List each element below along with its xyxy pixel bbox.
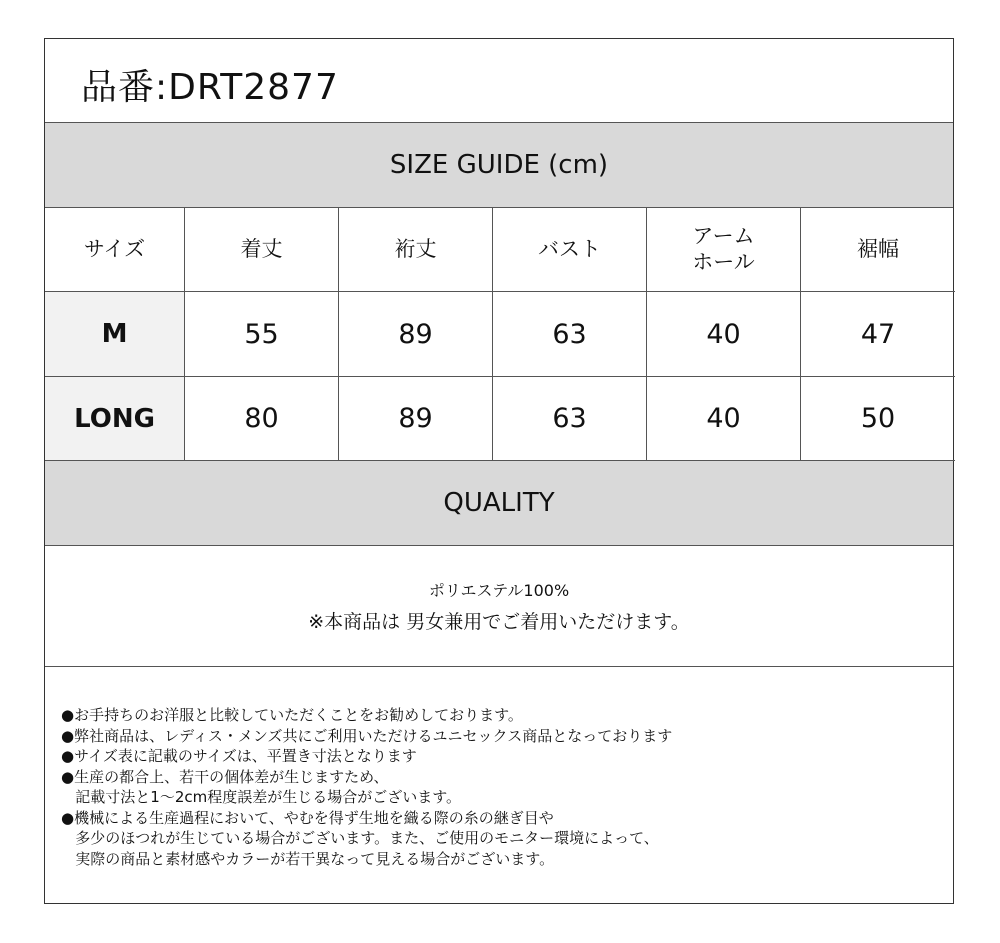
table-cell: 89	[339, 377, 493, 461]
column-header: サイズ	[45, 208, 185, 292]
note-line: 実際の商品と素材感やカラーが若干異なって見える場合がございます。	[61, 849, 555, 868]
table-cell: 89	[339, 292, 493, 377]
table-cell: 63	[493, 292, 647, 377]
table-cell: 80	[185, 377, 339, 461]
note-line: ●弊社商品は、レディス・メンズ共にご利用いただけるユニセックス商品となっております	[61, 726, 673, 745]
row-label: M	[45, 292, 185, 377]
table-cell: 50	[801, 377, 955, 461]
note-line: ●サイズ表に記載のサイズは、平置き寸法となります	[61, 747, 417, 765]
product-number-row	[45, 39, 953, 123]
row-label: LONG	[45, 377, 185, 461]
note-line: ●機械による生産過程において、やむを得ず生地を織る際の糸の継ぎ目や	[61, 808, 554, 827]
quality-header: QUALITY	[45, 461, 953, 546]
table-cell: 55	[185, 292, 339, 377]
column-header: バスト	[493, 208, 647, 292]
size-guide-header: SIZE GUIDE (cm)	[45, 123, 953, 208]
table-cell: 47	[801, 292, 955, 377]
quality-section	[45, 546, 953, 667]
notes-list	[61, 705, 672, 869]
note-line: 記載寸法と1～2cm程度誤差が生じる場合がございます。	[61, 788, 462, 806]
column-header: 着丈	[185, 208, 339, 292]
column-header: 裄丈	[339, 208, 493, 292]
size-guide-sheet	[44, 38, 954, 904]
table-cell: 63	[493, 377, 647, 461]
column-header: アーム ホール	[647, 208, 801, 292]
table-cell: 40	[647, 377, 801, 461]
product-number: 品番:DRT2877	[81, 67, 339, 108]
material-text: ポリエステル100%	[428, 581, 570, 600]
unisex-note: ※本商品は 男女兼用でご着用いただけます。	[308, 611, 690, 633]
table-cell: 40	[647, 292, 801, 377]
note-line: 多少のほつれが生じている場合がございます。また、ご使用のモニター環境によって、	[61, 829, 659, 847]
note-line: ●生産の都合上、若干の個体差が生じますため、	[61, 767, 389, 786]
size-table	[45, 208, 953, 461]
column-header: 裾幅	[801, 208, 955, 292]
note-line: ●お手持ちのお洋服と比較していただくことをお勧めしております。	[61, 706, 523, 724]
